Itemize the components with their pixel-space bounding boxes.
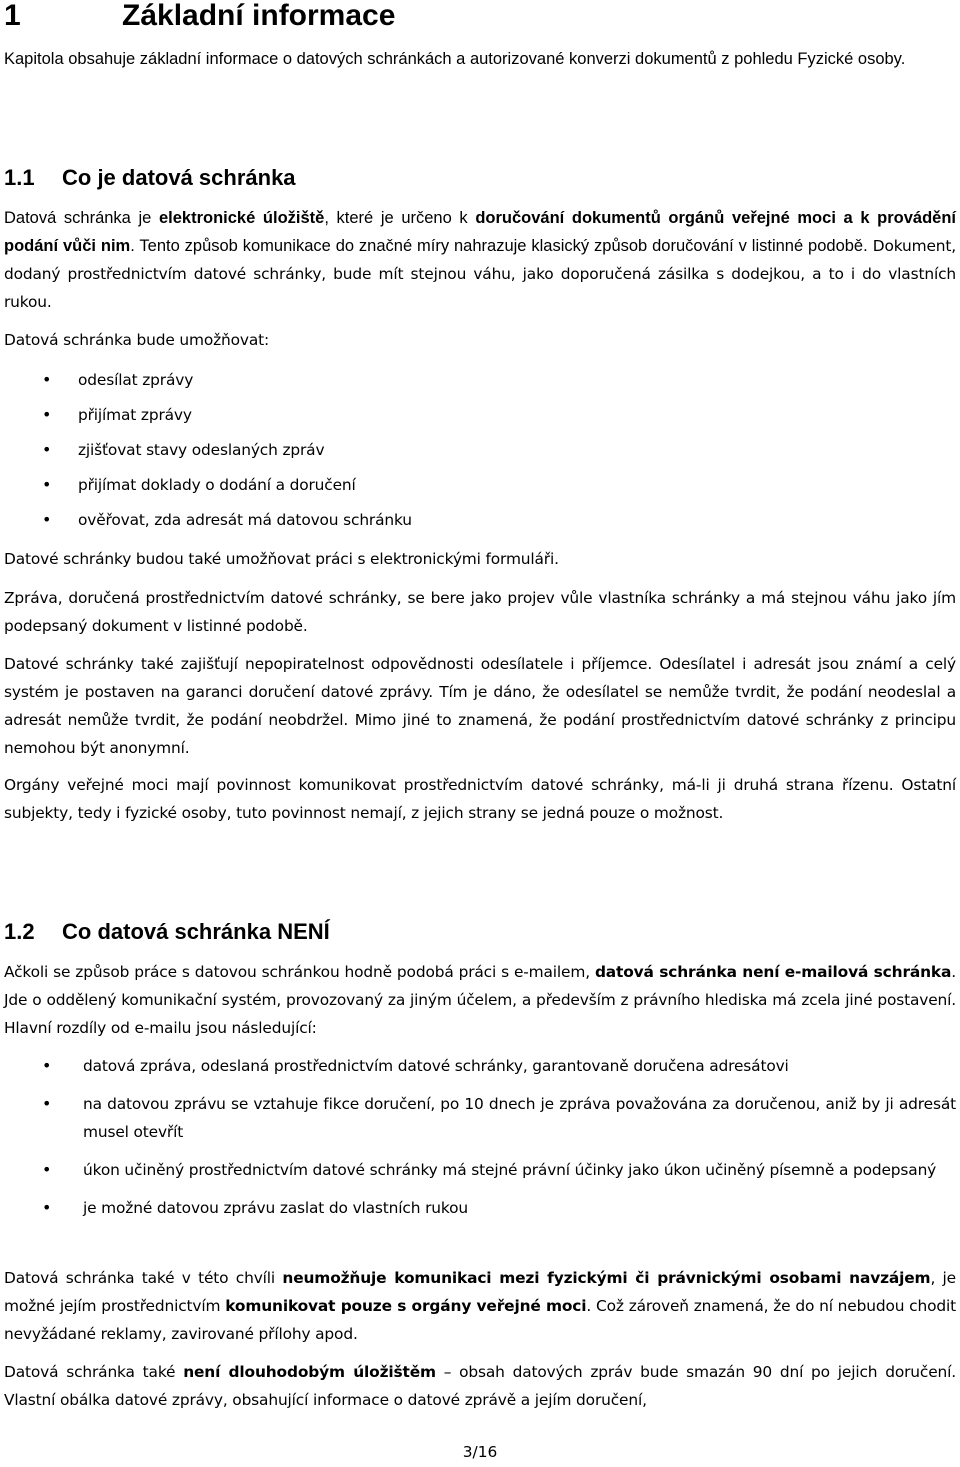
list-item <box>4 1194 956 1222</box>
list-item <box>4 1090 956 1146</box>
text-run: , je možné jejím prostřednictvím <box>4 1269 956 1315</box>
section-1-2-title: Co datová schránka NENÍ <box>62 919 330 944</box>
bold-term: neumožňuje komunikaci mezi fyzickými či právnickými osobami navzájem <box>282 1269 931 1287</box>
text-run: Ačkoli se způsob práce s datovou schránkou hodně podobá práci s e-mailem, <box>4 963 595 981</box>
chapter-number: 1 <box>4 0 21 32</box>
list-item <box>4 1052 956 1080</box>
section-1-1-paragraph-5: Orgány veřejné moci mají povinnost komunikovat prostřednictvím datové schránky, má-li ji druhá strana řízenu. Ostatní subjekty, tedy i fyzické osoby, tuto povinnost nemají, z jejich strany se jedná pouze o možnost. <box>4 776 956 822</box>
bold-term: datová schránka není e-mailová schránka <box>594 963 952 981</box>
list-item <box>4 366 904 401</box>
text-run: Dokument, dodaný prostřednictvím datové schránky, bude mít stejnou váhu, jako doporučená zásilka s dodejkou, a to i do vlastních rukou. <box>4 237 956 311</box>
text-run: Datová schránka také <box>4 1363 184 1381</box>
bullet-icon: • <box>42 510 52 529</box>
list-item-text: na datovou zprávu se vztahuje fikce doručení, po 10 dnech je zpráva považována za doručenou, aniž by ji adresát musel otevřít <box>83 1095 956 1141</box>
bullet-icon: • <box>42 1198 52 1217</box>
section-1-2-number: 1.2 <box>4 919 35 944</box>
bullet-icon: • <box>42 1160 52 1179</box>
list-item <box>4 471 904 506</box>
list-item-text: ověřovat, zda adresát má datovou schránku <box>78 511 412 529</box>
list-item-text: přijímat doklady o dodání a doručení <box>78 476 356 494</box>
bullet-icon: • <box>42 405 52 424</box>
chapter-heading <box>4 0 395 32</box>
list-item-text: úkon učiněný prostřednictvím datové schránky má stejné právní účinky jako úkon učiněný písemně a podepsaný <box>83 1161 937 1179</box>
bullet-icon: • <box>42 1094 52 1113</box>
bullet-icon: • <box>42 475 52 494</box>
text-run: . Jde o oddělený komunikační systém, provozovaný za jiným účelem, a především z právního hlediska má zcela jiné postavení. Hlavní rozdíly od e-mailu jsou následující: <box>4 963 957 1037</box>
section-1-1-number: 1.1 <box>4 165 35 190</box>
list-item-text: odesílat zprávy <box>78 371 194 389</box>
text-run: Datová schránka je <box>4 209 159 227</box>
bullet-icon: • <box>42 1056 52 1075</box>
bullet-icon: • <box>42 440 52 459</box>
bold-term: doručování dokumentů orgánů veřejné moci a k provádění podání vůči nim <box>4 209 956 255</box>
features-list <box>4 366 904 541</box>
bullet-icon: • <box>42 370 52 389</box>
text-run: Datová schránka také v této chvíli <box>4 1269 283 1287</box>
bold-term: elektronické úložiště <box>158 209 325 227</box>
list-item <box>4 1156 956 1184</box>
section-1-1-paragraph-4: Datové schránky také zajišťují nepopiratelnost odpovědnosti odesílatele i příjemce. Odesílatel i adresát jsou známí a celý systém je postaven na garanci doručení datové zprávy. Tím je dáno, že odesílatel se nemůže tvrdit, že podání neodeslal a adresát nemůže tvrdit, že podání neobdržel. Mimo jiné to znamená, že podání prostřednictvím datové schránky z principu nemohou být anonymní. <box>4 655 956 757</box>
text-run: . Což zároveň znamená, že do ní nebudou chodit nevyžádané reklamy, zavirované přílohy apod. <box>4 1297 956 1343</box>
section-1-1-paragraph-2: Datové schránky budou také umožňovat práci s elektronickými formuláři. <box>4 550 559 568</box>
section-1-2-paragraph-1 <box>4 958 956 1042</box>
text-run: – obsah datových zpráv bude smazán 90 dní po jejich doručení. Vlastní obálka datové zprávy, obsahující informace o datové zprávě a jejím doručení, <box>4 1363 956 1409</box>
list-item <box>4 506 904 541</box>
page-number: 3/16 <box>462 1443 498 1461</box>
section-1-2-paragraph-3 <box>4 1358 956 1414</box>
differences-list <box>4 1052 956 1232</box>
section-1-1-paragraph-1 <box>4 204 956 316</box>
text-run: . Tento způsob komunikace do značné míry nahrazuje klasický způsob doručování v listinné podobě. <box>130 237 868 255</box>
list-item-text: přijímat zprávy <box>78 406 192 424</box>
text-run: , které je určeno k <box>324 209 476 227</box>
section-1-1-heading <box>4 165 296 191</box>
list-item-text: datová zpráva, odeslaná prostřednictvím datové schránky, garantovaně doručena adresátovi <box>83 1057 789 1075</box>
list-item <box>4 401 904 436</box>
list-intro: Datová schránka bude umožňovat: <box>4 331 270 349</box>
list-item-text: zjišťovat stavy odeslaných zpráv <box>78 441 325 459</box>
bold-term: komunikovat pouze s orgány veřejné moci <box>225 1297 587 1315</box>
section-1-2-heading <box>4 919 330 945</box>
bold-term: není dlouhodobým úložištěm <box>183 1363 436 1381</box>
section-1-1-paragraph-3: Zpráva, doručená prostřednictvím datové schránky, se bere jako projev vůle vlastníka schránky a má stejnou váhu jako jím podepsaný dokument v listinné podobě. <box>4 589 956 635</box>
chapter-title: Základní informace <box>122 0 396 32</box>
section-1-2-paragraph-2 <box>4 1264 956 1348</box>
section-1-1-title: Co je datová schránka <box>62 165 296 190</box>
chapter-intro: Kapitola obsahuje základní informace o datových schránkách a autorizované konverzi dokumentů z pohledu Fyzické osoby. <box>4 50 906 68</box>
list-item <box>4 436 904 471</box>
list-item-text: je možné datovou zprávu zaslat do vlastních rukou <box>83 1199 468 1217</box>
